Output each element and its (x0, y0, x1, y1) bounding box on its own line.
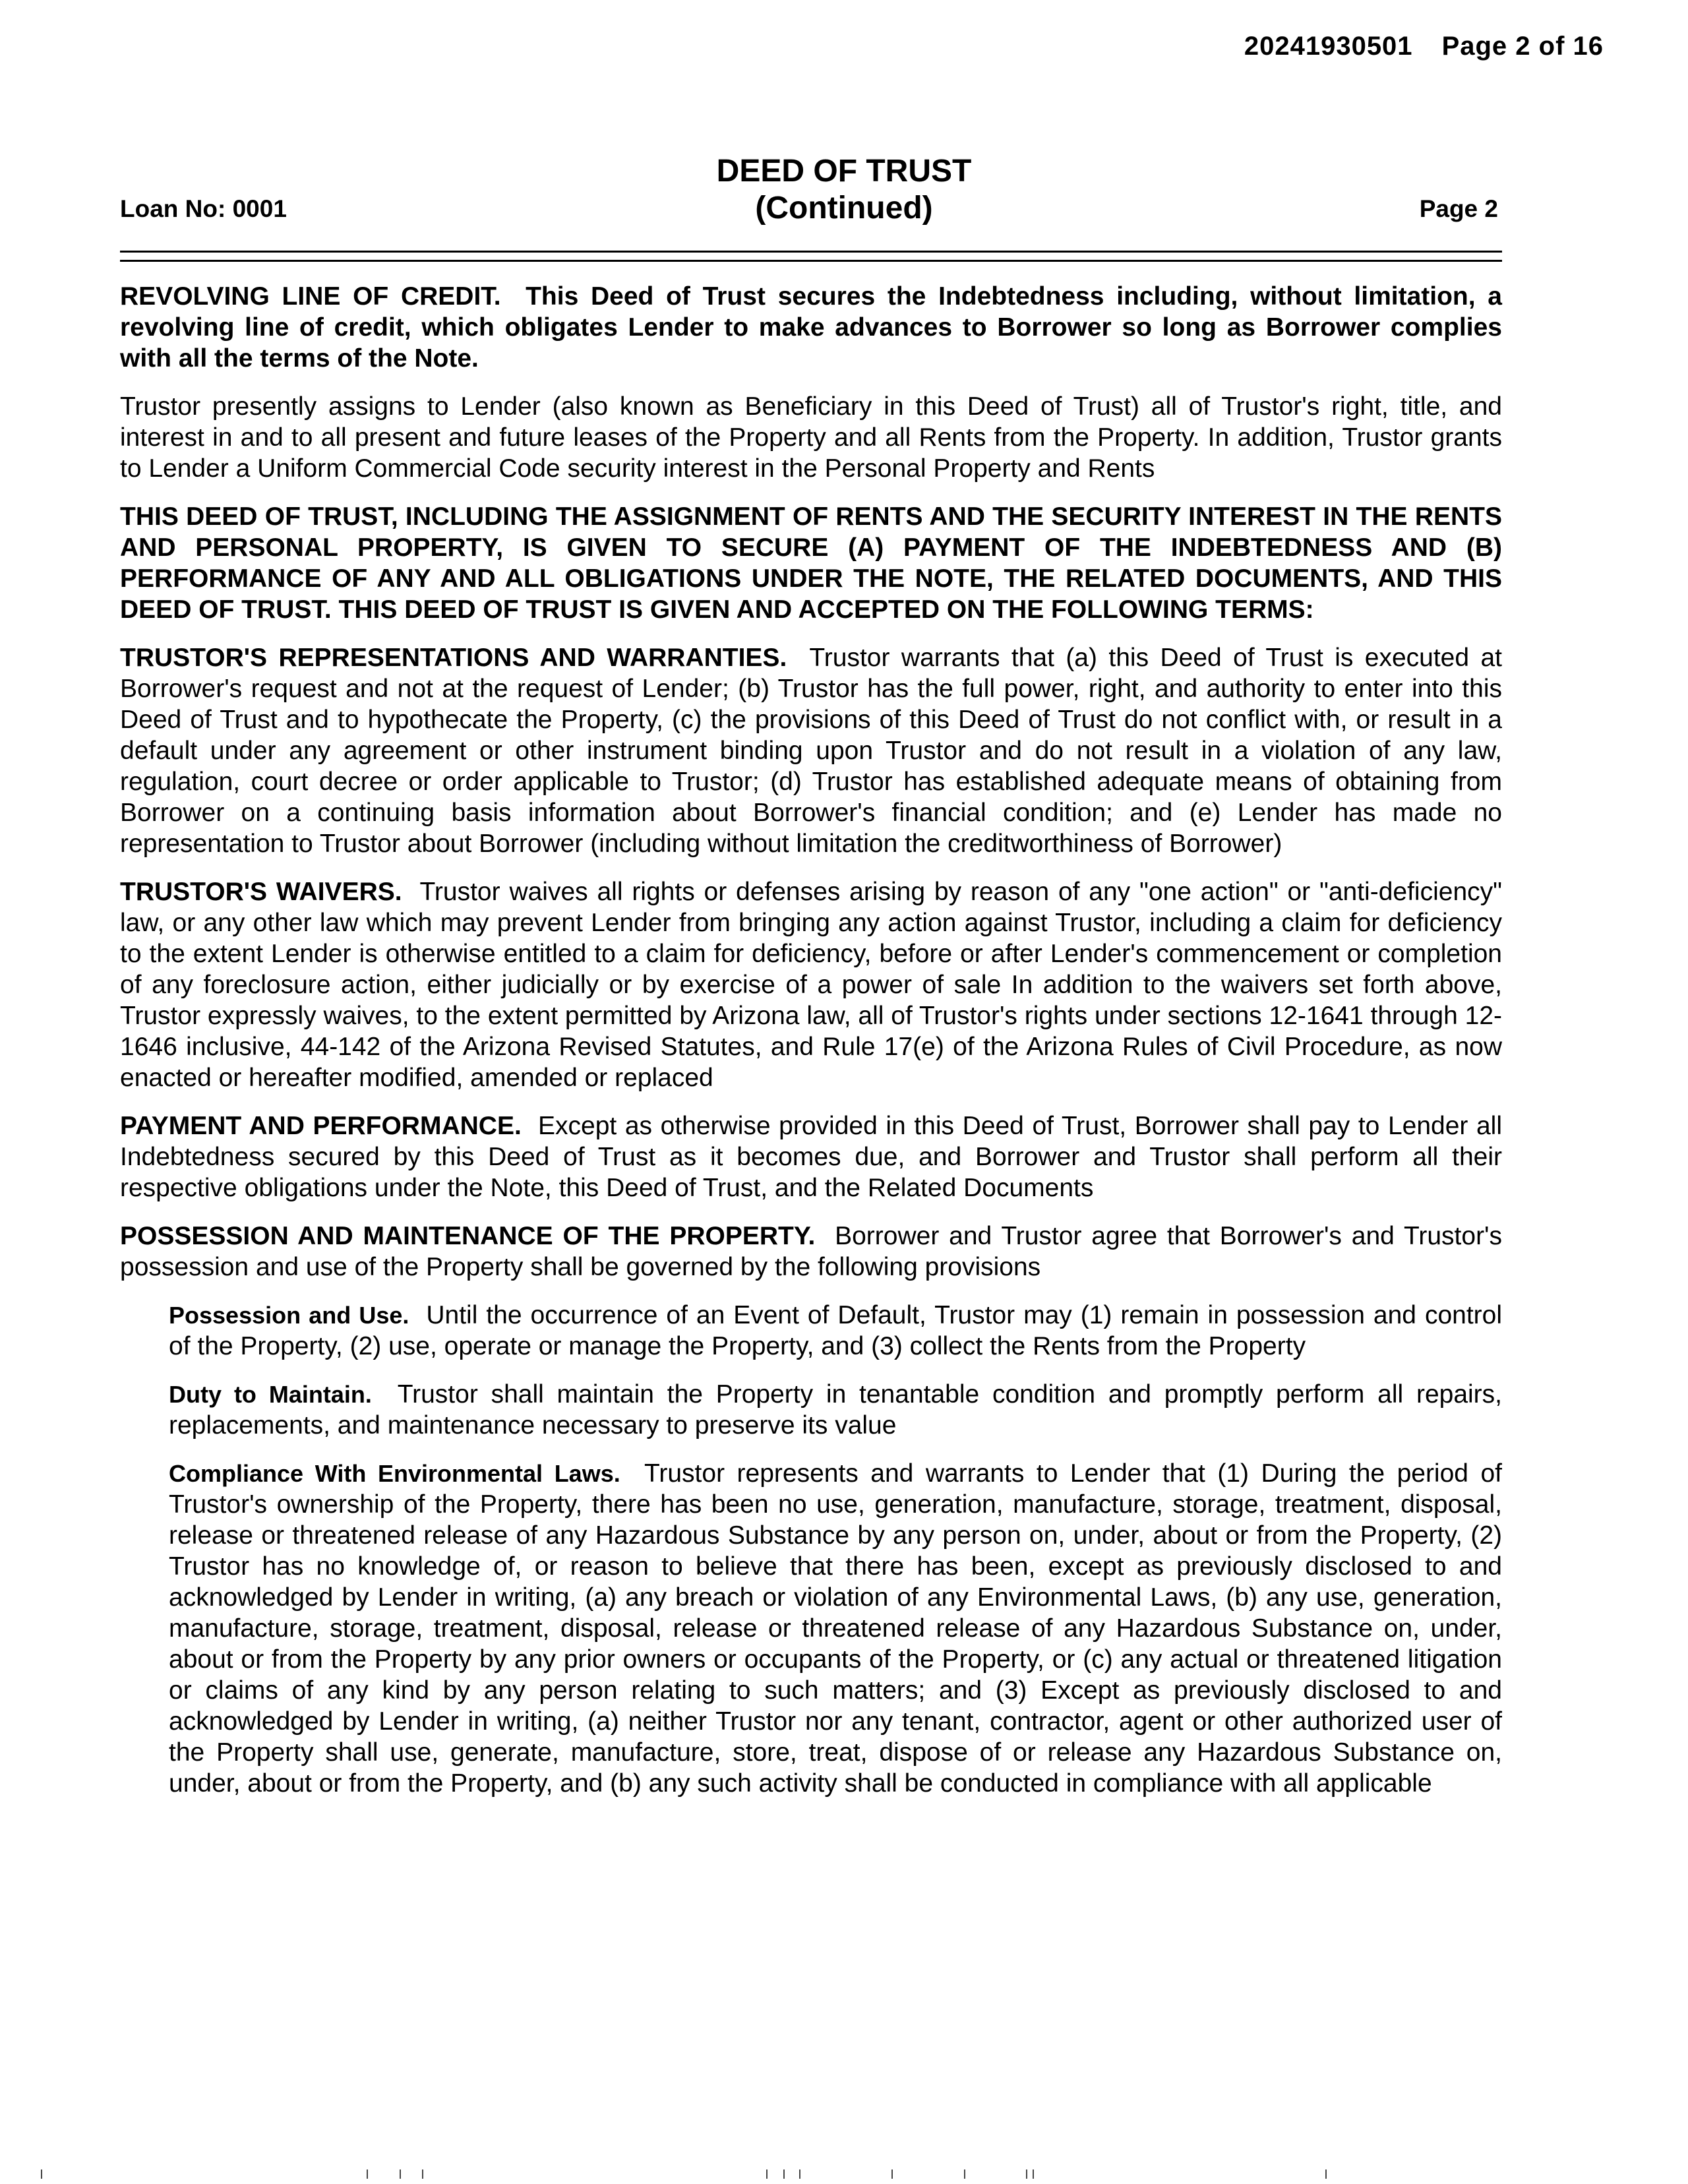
section-heading: PAYMENT AND PERFORMANCE. (120, 1112, 522, 1140)
subsection-heading: Compliance With Environmental Laws. (169, 1460, 620, 1487)
scan-mark (1026, 2169, 1027, 2179)
header-rule-top (120, 251, 1502, 253)
scan-mark (964, 2169, 965, 2179)
waivers-paragraph (120, 876, 1502, 1093)
scan-mark (799, 2169, 800, 2179)
revolving-line-paragraph (120, 281, 1502, 374)
scan-mark (367, 2169, 368, 2179)
section-text: Except as otherwise provided in this Deed of Trust, Borrower shall pay to Lender all Indebtedness secured by this Deed of Trust as it becomes due, and Borrower and Trustor shall perform all their respective obligations under the Note, this Deed of Trust, and the Related Documents (120, 1112, 1503, 1202)
subsection-text: Trustor represents and warrants to Lender that (1) During the period of Trustor's ownership of the Property, there has been no use, generation, manufacture, storage, treatment, disposal, release or threatened release of any Hazardous Substance by any person on, under, about or from the Property, (2) Trustor has no knowledge of, or reason to believe that there has been, except as previously disclosed to and acknowledged by Lender in writing, (a) any breach or violation of any Environmental Laws, (b) any use, generation, manufacture, storage, treatment, disposal, release or threatened release of any Hazardous Substance on, under, about or from the Property by any prior owners or occupants of the Property, or (c) any actual or threatened litigation or claims of any kind by any person relating to such matters; and (3) Except as previously disclosed to and acknowledged by Lender in writing, (a) neither Trustor nor any tenant, contractor, agent or other authorized user of the Property shall use, generate, manufacture, store, treat, dispose of or release any Hazardous Substance on, under, about or from the Property, and (b) any such activity shall be conducted in compliance with all applicable (169, 1459, 1502, 1798)
section-heading: POSSESSION AND MAINTENANCE OF THE PROPERTY. (120, 1222, 816, 1250)
section-text: Trustor warrants that (a) this Deed of Trust is executed at Borrower's request and not at the request of Lender; (b) Trustor has the full power, right, and authority to enter into this Deed of Trust and to hypothecate the Property, (c) the provisions of this Deed of Trust do not conflict with, or result in a default under any agreement or other instrument binding upon Trustor and do not result in a violation of any law, regulation, court decree or order applicable to Trustor; (d) Trustor has established adequate means of obtaining from Borrower on a continuing basis information about Borrower's financial condition; and (e) Lender has made no representation to Trustor about Borrower (including without limitation the creditworthiness of Borrower) (120, 644, 1502, 858)
section-text: Trustor presently assigns to Lender (also known as Beneficiary in this Deed of Trust) all of Trustor's right, title, and interest in and to all present and future leases of the Property and all Rents from the Property. In addition, Trustor grants to Lender a Uniform Commercial Code security interest in the Personal Property and Rents (120, 392, 1502, 483)
subsection-heading: Duty to Maintain. (169, 1381, 372, 1408)
possession-paragraph (120, 1221, 1502, 1283)
section-text: THIS DEED OF TRUST, INCLUDING THE ASSIGNMENT OF RENTS AND THE SECURITY INTEREST IN THE RENTS AND PERSONAL PROPERTY, IS GIVEN TO SECURE (A) PAYMENT OF THE INDEBTEDNESS AND (B) PERFORMANCE OF ANY AND ALL OBLIGATIONS UNDER THE NOTE, THE RELATED DOCUMENTS, AND THIS DEED OF TRUST. THIS DEED OF TRUST IS GIVEN AND ACCEPTED ON THE FOLLOWING TERMS: (120, 502, 1502, 624)
subsection-text: Trustor shall maintain the Property in tenantable condition and promptly perform all repairs, replacements, and maintenance necessary to preserve its value (169, 1380, 1503, 1440)
scan-mark (1033, 2169, 1034, 2179)
payment-paragraph (120, 1110, 1502, 1203)
scan-mark (891, 2169, 893, 2179)
document-title: DEED OF TRUST (716, 154, 972, 189)
assignment-paragraph (120, 391, 1502, 484)
possession-use-paragraph (169, 1300, 1502, 1362)
scan-mark (1325, 2169, 1327, 2179)
section-text: Trustor waives all rights or defenses arising by reason of any "one action" or "anti-deficiency" law, or any other law which may prevent Lender from bringing any action against Trustor, including a claim for deficiency to the extent Lender is otherwise entitled to a claim for deficiency, before or after Lender's commencement or completion of any foreclosure action, either judicially or by exercise of a power of sale In addition to the waivers set forth above, Trustor expressly waives, to the extent permitted by Arizona law, all of Trustor's rights under sections 12-1641 through 12-1646 inclusive, 44-142 of the Arizona Revised Statutes, and Rule 17(e) of the Arizona Rules of Civil Procedure, as now enacted or hereafter modified, amended or replaced (120, 878, 1502, 1092)
representations-paragraph (120, 642, 1502, 859)
section-heading: TRUSTOR'S WAIVERS. (120, 878, 402, 906)
scan-mark (41, 2169, 42, 2179)
loan-number: Loan No: 0001 (120, 195, 287, 222)
given-to-secure-paragraph (120, 501, 1502, 625)
duty-maintain-paragraph (169, 1379, 1502, 1441)
document-subtitle: (Continued) (755, 191, 933, 226)
scan-mark (766, 2169, 768, 2179)
section-heading: TRUSTOR'S REPRESENTATIONS AND WARRANTIES. (120, 644, 787, 672)
page-of-total: Page 2 of 16 (1441, 32, 1604, 61)
environmental-paragraph (169, 1458, 1502, 1799)
scan-mark (422, 2169, 423, 2179)
section-heading: REVOLVING LINE OF CREDIT. (120, 282, 501, 311)
scan-mark (400, 2169, 401, 2179)
recording-number (1244, 32, 1604, 61)
record-number: 20241930501 (1244, 32, 1413, 61)
scan-mark (783, 2169, 785, 2179)
subsection-heading: Possession and Use. (169, 1302, 409, 1329)
section-text: This Deed of Trust secures the Indebtedness including, without limitation, a revolving line of credit, which obligates Lender to make advances to Borrower so long as Borrower complies with all the terms of the Note. (120, 282, 1502, 373)
document-body (120, 281, 1502, 1816)
page-number: Page 2 (1419, 195, 1498, 222)
subsection-text: Until the occurrence of an Event of Default, Trustor may (1) remain in possession and control of the Property, (2) use, operate or manage the Property, and (3) collect the Rents from the Property (169, 1301, 1503, 1360)
section-text: Borrower and Trustor agree that Borrower's and Trustor's possession and use of the Property shall be governed by the following provisions (120, 1222, 1503, 1281)
header-rule-bottom (120, 260, 1502, 262)
